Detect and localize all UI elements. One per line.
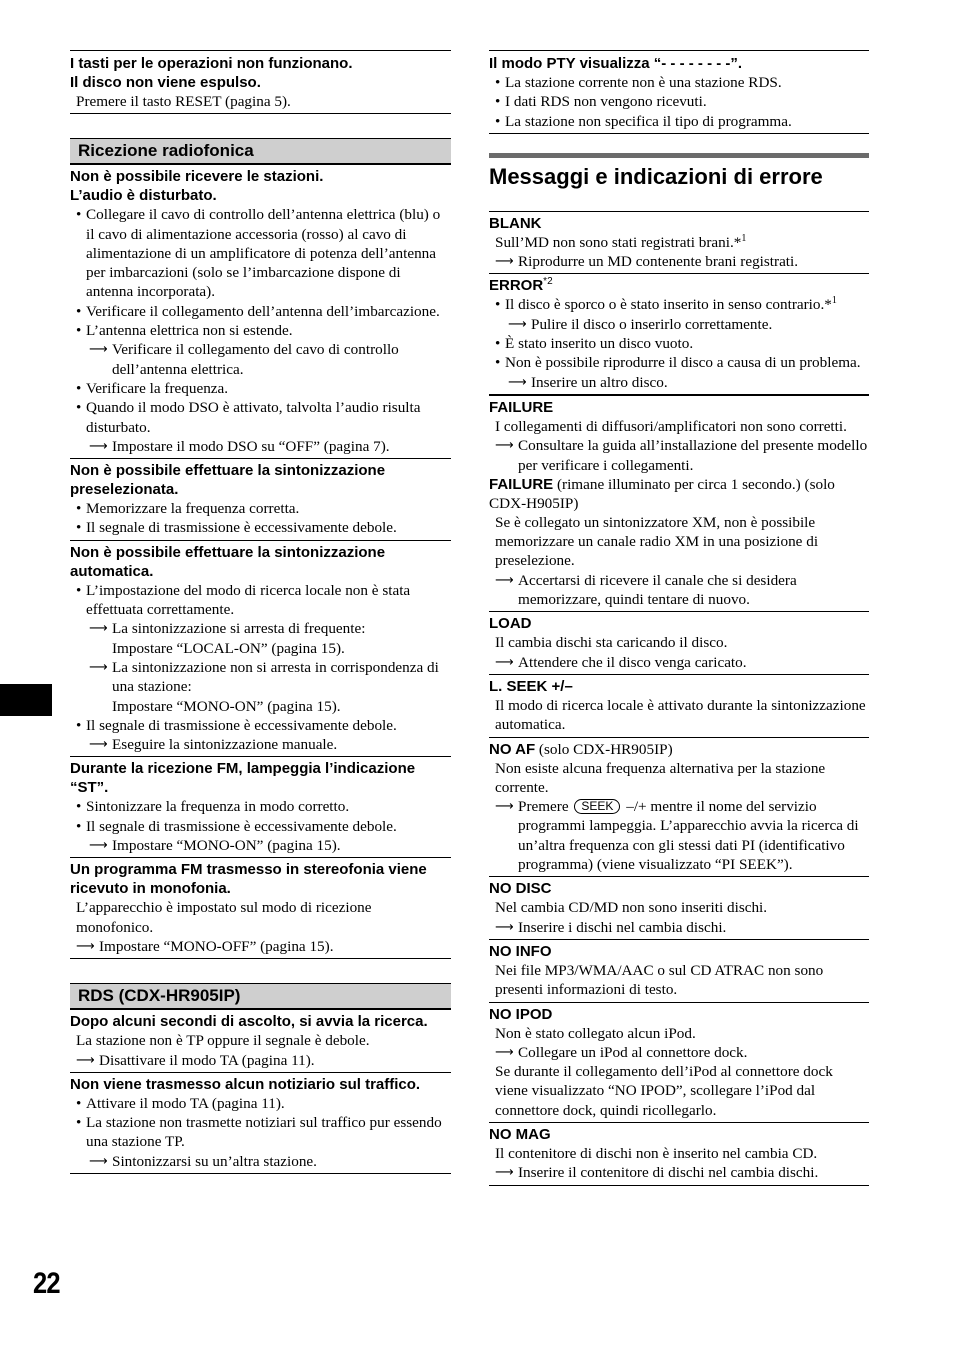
arrow-icon: ⟶	[89, 659, 108, 675]
error-code: LOAD	[489, 615, 532, 633]
question-title: Non è possibile effettuare la sintonizzazione preselezionata.	[70, 462, 386, 499]
right-column	[489, 50, 869, 1186]
question-title: L’audio è disturbato.	[70, 187, 217, 205]
error-code: FAILURE	[489, 398, 554, 416]
divider	[489, 1185, 869, 1186]
error-code: NO AF (solo CDX-HR905IP)	[489, 740, 673, 758]
bullet-item: • Il disco è sporco o è stato inserito in senso contrario.*$^1$ ⟶ Pulire il disco o inserirlo correttamente.	[489, 295, 869, 334]
troubleshoot-item: Dopo alcuni secondi di ascolto, si avvia la ricerca. La stazione non è TP oppure il segnale è debole. ⟶ Disattivare il modo TA (pagina 11).	[70, 1010, 451, 1072]
arrow-icon: ⟶	[495, 1165, 514, 1181]
divider	[489, 133, 869, 153]
question-title: Non è possibile ricevere le stazioni.	[70, 168, 324, 186]
question-title: Non viene trasmesso alcun notiziario sul traffico.	[70, 1075, 421, 1093]
troubleshoot-item-buttons	[70, 50, 451, 113]
error-description: Il modo di ricerca locale è attivato durante la sintonizzazione automatica.	[495, 696, 866, 734]
error-code: NO MAG	[489, 1125, 551, 1143]
heading-bar	[489, 153, 869, 158]
divider	[70, 958, 451, 983]
question-title: Non è possibile effettuare la sintonizzazione automatica.	[70, 543, 386, 580]
arrow-icon: ⟶	[495, 1044, 514, 1060]
divider	[70, 113, 451, 138]
question-title: Durante la ricezione FM, lampeggia l’indicazione “ST”.	[70, 760, 416, 797]
question-title: Il modo PTY visualizza “- - - - - - - -”.	[489, 55, 743, 72]
error-description: Il contenitore di dischi non è inserito nel cambia CD.	[495, 1144, 818, 1162]
error-description: Se è collegato un sintonizzatore XM, non è possibile memorizzare un canale radio XM in una posizione di preselezione.	[495, 513, 819, 570]
arrow-icon: ⟶	[495, 438, 514, 454]
arrow-icon: ⟶	[495, 799, 514, 815]
error-description: Nei file MP3/WMA/AAC o sul CD ATRAC non sono presenti informazioni di testo.	[495, 961, 824, 999]
error-code: NO INFO	[489, 942, 552, 960]
arrow-icon: ⟶	[508, 374, 527, 390]
error-entry-load: LOAD Il cambia dischi sta caricando il disco. ⟶ Attendere che il disco venga caricato.	[489, 611, 869, 674]
question-title: Dopo alcuni secondi di ascolto, si avvia la ricerca.	[70, 1013, 428, 1031]
arrow-icon: ⟶	[89, 737, 108, 753]
question-title: Il disco non viene espulso.	[70, 74, 261, 91]
troubleshoot-item	[70, 165, 451, 458]
error-entry-noaf: NO AF (solo CDX-HR905IP) Non esiste alcuna frequenza alternativa per la stazione corrente. ⟶ Premere SEEK –/+ mentre il nome del servizio programmi lampeggia. L’apparecchio avvia la ricerca di un’altra frequenza con gli stessi dati PI (identificativo programma) (viene visualizzato “PI SEEK”).	[489, 737, 869, 877]
error-code: ERROR$^{*2}$	[489, 276, 553, 295]
error-entry-noinfo	[489, 939, 869, 1002]
troubleshoot-item	[70, 458, 451, 540]
troubleshoot-item: Un programma FM trasmesso in stereofonia viene ricevuto in monofonia. L’apparecchio è impostato sul modo di ricezione monofonico. ⟶ Impostare “MONO-OFF” (pagina 15).	[70, 857, 451, 958]
error-code: NO IPOD	[489, 1005, 553, 1023]
arrow-icon: ⟶	[89, 438, 108, 454]
arrow-icon: ⟶	[89, 1153, 108, 1169]
page-number: 22	[33, 1267, 60, 1300]
bullet-item: • È stato inserito un disco vuoto.	[489, 334, 869, 353]
error-description: Nel cambia CD/MD non sono inseriti dischi.	[495, 899, 768, 917]
bullet-item: • Verificare il collegamento dell’antenna dell’imbarcazione.	[70, 302, 451, 321]
error-code: L. SEEK +/–	[489, 677, 573, 695]
bullet-item: • Memorizzare la frequenza corretta.	[70, 499, 451, 518]
bullet-item: • I dati RDS non vengono ricevuti.	[489, 92, 869, 111]
section-tab-marker	[0, 684, 52, 716]
arrow-icon: ⟶	[76, 938, 95, 954]
arrow-icon: ⟶	[89, 621, 108, 637]
bullet-item: • L’antenna elettrica non si estende. ⟶ Verificare il collegamento del cavo di controllo dell’antenna elettrica.	[70, 321, 451, 379]
bullet-item: • Attivare il modo TA (pagina 11).	[70, 1094, 451, 1113]
error-entry-nomag: NO MAG Il contenitore di dischi non è inserito nel cambia CD. ⟶ Inserire il contenitore di dischi nel cambia dischi.	[489, 1122, 869, 1185]
divider	[70, 1173, 451, 1174]
error-entry-nodisc: NO DISC Nel cambia CD/MD non sono inseriti dischi. ⟶ Inserire i dischi nel cambia dischi.	[489, 876, 869, 939]
bullet-item: • Quando il modo DSO è attivato, talvolta l’audio risulta disturbato. ⟶ Impostare il modo DSO su “OFF” (pagina 7).	[70, 398, 451, 456]
bullet-item: • L’impostazione del modo di ricerca locale non è stata effettuata correttamente. ⟶ La sintonizzazione si arresta di frequente: Impostare “LOCAL-ON” (pagina 15). ⟶ La sintonizzazione non si arresta in corrispondenza di una stazione: Impostare “MONO-ON” (pagina 15).	[70, 581, 451, 716]
error-description: Sull’MD non sono stati registrati brani.*$^1$	[495, 232, 747, 251]
bullet-item: • Collegare il cavo di controllo dell’antenna elettrica (blu) o il cavo di alimentazione accessoria (rosso) al cavo di alimentazione di un amplificatore di potenza dell’antenna per imbarcazioni (solo se l’imbarcazione dispone di antenna incorporata).	[70, 205, 451, 301]
page-section-title: Messaggi e indicazioni di errore	[489, 163, 823, 189]
error-description: Il cambia dischi sta caricando il disco.	[495, 634, 728, 652]
troubleshoot-item	[70, 1072, 451, 1173]
error-description: Se durante il collegamento dell’iPod al connettore dock viene visualizzato “NO IPOD”, scollegare l’iPod dal connettore dock, quindi ricollegarlo.	[495, 1063, 833, 1119]
error-code: NO DISC	[489, 880, 552, 898]
bullet-item: • Il segnale di trasmissione è eccessivamente debole.	[70, 518, 451, 537]
question-title: Un programma FM trasmesso in stereofonia viene ricevuto in monofonia.	[70, 861, 427, 898]
error-description: I collegamenti di diffusori/amplificatori non sono corretti.	[495, 417, 847, 435]
error-code: FAILURE (rimane illuminato per circa 1 secondo.) (solo CDX-H905IP)	[489, 475, 835, 512]
bullet-item: • La stazione non specifica il tipo di programma.	[489, 112, 869, 131]
arrow-icon: ⟶	[89, 838, 108, 854]
section-heading-rds: RDS (CDX-HR905IP)	[70, 983, 451, 1010]
error-entry-lseek	[489, 674, 869, 737]
bullet-item: • Sintonizzare la frequenza in modo corretto.	[70, 797, 451, 816]
seek-key-icon: SEEK	[574, 799, 620, 814]
error-description: Non è stato collegato alcun iPod.	[495, 1024, 696, 1042]
troubleshoot-item	[70, 756, 451, 857]
arrow-icon: ⟶	[495, 254, 514, 270]
arrow-icon: ⟶	[495, 572, 514, 588]
bullet-item: • Verificare la frequenza.	[70, 379, 451, 398]
bullet-item: • La stazione non trasmette notiziari sul traffico pur essendo una stazione TP. ⟶ Sintonizzarsi su un’altra stazione.	[70, 1113, 451, 1171]
error-entry-error	[489, 273, 869, 393]
arrow-icon: ⟶	[495, 919, 514, 935]
arrow-icon: ⟶	[89, 342, 108, 358]
bullet-item: • Il segnale di trasmissione è eccessivamente debole. ⟶ Eseguire la sintonizzazione manuale.	[70, 716, 451, 755]
error-code: BLANK	[489, 214, 542, 232]
answer-text: L’apparecchio è impostato sul modo di ricezione monofonico.	[76, 899, 372, 936]
left-column	[70, 50, 451, 1174]
troubleshoot-item	[70, 540, 451, 757]
question-title: I tasti per le operazioni non funzionano.	[70, 55, 353, 72]
troubleshoot-item-pty	[489, 50, 869, 133]
bullet-item: • Il segnale di trasmissione è eccessivamente debole. ⟶ Impostare “MONO-ON” (pagina 15).	[70, 817, 451, 856]
answer-text: La stazione non è TP oppure il segnale è debole.	[76, 1032, 370, 1050]
arrow-icon: ⟶	[76, 1052, 95, 1068]
error-entry-failure: FAILURE I collegamenti di diffusori/amplificatori non sono corretti. ⟶ Consultare la guida all’installazione del presente modello per verificare i collegamenti. FAILURE (rimane illuminato per circa 1 secondo.) (solo CDX-H905IP) Se è collegato un sintonizzatore XM, non è possibile memorizzare un canale radio XM in una posizione di preselezione. ⟶ Accertarsi di ricevere il canale che si desidera memorizzare, quindi tentare di nuovo.	[489, 394, 869, 611]
error-entry-noipod: NO IPOD Non è stato collegato alcun iPod. ⟶ Collegare un iPod al connettore dock. Se durante il collegamento dell’iPod al connettore dock viene visualizzato “NO IPOD”, scollegare l’iPod dal connettore dock, quindi ricollegarlo.	[489, 1002, 869, 1122]
arrow-icon: ⟶	[508, 316, 527, 332]
arrow-icon: ⟶	[495, 654, 514, 670]
bullet-item: • La stazione corrente non è una stazione RDS.	[489, 73, 869, 92]
error-entry-blank: BLANK Sull’MD non sono stati registrati brani.*$^1$ ⟶ Riprodurre un MD contenente brani registrati.	[489, 211, 869, 274]
bullet-item: • Non è possibile riprodurre il disco a causa di un problema. ⟶ Inserire un altro disco.	[489, 353, 869, 392]
section-heading-radio: Ricezione radiofonica	[70, 138, 451, 165]
error-description: Non esiste alcuna frequenza alternativa per la stazione corrente.	[495, 759, 826, 796]
answer-text: Premere il tasto RESET (pagina 5).	[76, 93, 291, 110]
